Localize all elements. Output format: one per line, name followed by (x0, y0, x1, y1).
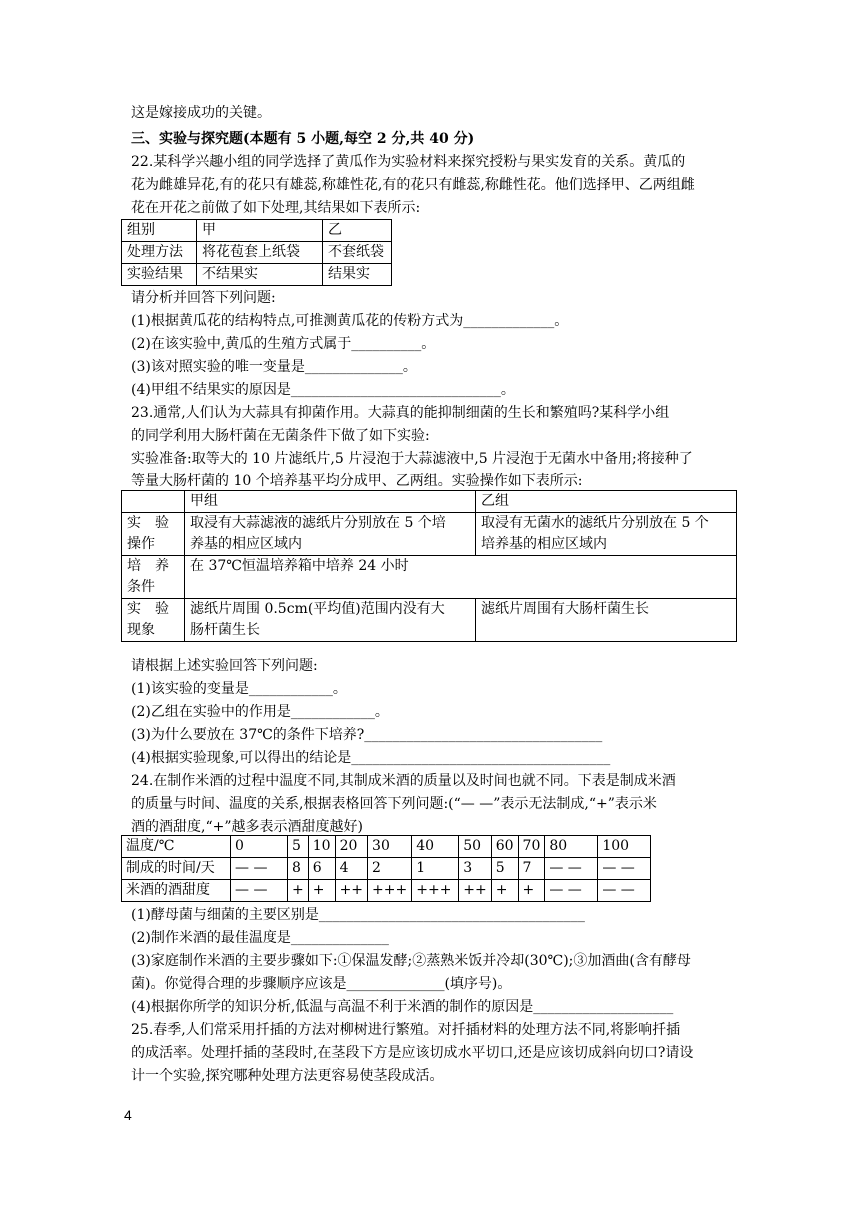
question-line: (4)甲组不结果实的原因是______________________________。 (131, 382, 515, 398)
table-cell (122, 491, 185, 513)
text-line: 实验准备:取等大的 10 片滤纸片,5 片浸泡于大蒜滤液中,5 片浸泡于无菌水中备用;将接种了 (131, 451, 693, 467)
question-line: (3)为什么要放在 37℃的条件下培养?__________________________________ (131, 727, 603, 743)
text-line: 花为雌雄异花,有的花只有雄蕊,称雄性花,有的花只有雌蕊,称雌性花。他们选择甲、乙两组雌 (131, 177, 695, 193)
table-cell: 5 (491, 858, 518, 880)
table-cell: 滤纸片周围有大肠杆菌生长 (476, 599, 737, 642)
table-24 (121, 835, 651, 902)
table-cell: 实验结果 (122, 264, 197, 286)
question-line: (1)酵母菌与细菌的主要区别是______________________________________ (131, 907, 585, 923)
table-cell: +++ (412, 880, 459, 902)
text-line: 23.通常,人们认为大蒜具有抑菌作用。大蒜真的能抑制细菌的生长和繁殖吗?某科学小组 (131, 405, 670, 421)
question-line: (1)该实验的变量是____________。 (131, 681, 347, 697)
table-cell: 4 (335, 858, 367, 880)
text-line: 的质量与时间、温度的关系,根据表格回答下列问题:(“— —”表示无法制成,“+”表示米 (131, 796, 657, 812)
question-line: (4)根据你所学的知识分析,低温与高温不利于米酒的制作的原因是____________________ (131, 999, 674, 1015)
table-cell: + (288, 880, 309, 902)
text-line: 22.某科学兴趣小组的同学选择了黄瓜作为实验材料来探究授粉与果实发育的关系。黄瓜的 (131, 154, 686, 170)
table-cell: 甲 (197, 220, 323, 242)
table-cell: 0 (231, 836, 288, 858)
text-line: 请根据上述实验回答下列问题: (131, 658, 318, 674)
table-23 (121, 490, 737, 642)
table-cell: 温度/℃ (122, 836, 231, 858)
table-cell: 20 (335, 836, 367, 858)
section-heading: 三、实验与探究题(本题有 5 小题,每空 2 分,共 40 分) (131, 131, 475, 147)
question-line: (2)在该实验中,黄瓜的生殖方式属于__________。 (131, 336, 436, 352)
table-cell: 乙 (323, 220, 392, 242)
table-cell: 40 (412, 836, 459, 858)
table-cell: 制成的时间/天 (122, 858, 231, 880)
table-cell: 不套纸袋 (323, 242, 392, 264)
table-cell: ++ (335, 880, 367, 902)
table-cell: 70 (518, 836, 545, 858)
page-number: 4 (124, 1107, 132, 1123)
table-cell: +++ (368, 880, 412, 902)
table-cell: 5 (288, 836, 309, 858)
table-cell: — — (598, 858, 651, 880)
table-cell: + (308, 880, 335, 902)
table-cell: 甲组 (185, 491, 476, 513)
table-cell: 50 (459, 836, 491, 858)
text-line: 的成活率。处理扦插的茎段时,在茎段下方是应该切成水平切口,还是应该切成斜向切口?请设 (131, 1045, 694, 1061)
table-cell: — — (231, 880, 288, 902)
table-cell: 2 (368, 858, 412, 880)
text-line: 花在开花之前做了如下处理,其结果如下表所示: (131, 200, 421, 216)
table-cell: — — (598, 880, 651, 902)
table-cell: 7 (518, 858, 545, 880)
table-cell: 取浸有大蒜滤液的滤纸片分别放在 5 个培 养基的相应区域内 (185, 513, 476, 556)
table-cell: 滤纸片周围 0.5cm(平均值)范围内没有大 肠杆菌生长 (185, 599, 476, 642)
table-cell: 实 验 现象 (122, 599, 185, 642)
table-cell: 3 (459, 858, 491, 880)
table-cell: 8 (288, 858, 309, 880)
table-cell: 培 养 条件 (122, 556, 185, 599)
text-line: 请分析并回答下列问题: (131, 290, 276, 306)
table-cell: + (518, 880, 545, 902)
table-cell: — — (545, 858, 598, 880)
table-cell: 80 (545, 836, 598, 858)
table-cell: 100 (598, 836, 651, 858)
text-line: 计一个实验,探究哪种处理方法更容易使茎段成活。 (131, 1068, 444, 1084)
table-cell: 1 (412, 858, 459, 880)
question-line: (3)家庭制作米酒的主要步骤如下:①保温发酵;②蒸熟米饭并冷却(30℃);③加酒曲(含有酵母 (131, 953, 691, 969)
table-cell: 取浸有无菌水的滤纸片分别放在 5 个 培养基的相应区域内 (476, 513, 737, 556)
table-cell: — — (231, 858, 288, 880)
table-cell: 在 37℃恒温培养箱中培养 24 小时 (185, 556, 737, 599)
table-cell: + (491, 880, 518, 902)
table-cell: 不结果实 (197, 264, 323, 286)
table-cell: 乙组 (476, 491, 737, 513)
table-cell: 30 (368, 836, 412, 858)
text-line: 的同学利用大肠杆菌在无菌条件下做了如下实验: (131, 428, 430, 444)
text-line: 24.在制作米酒的过程中温度不同,其制成米酒的质量以及时间也就不同。下表是制成米酒 (131, 773, 676, 789)
text-line: 这是嫁接成功的关键。 (131, 105, 271, 121)
table-22 (121, 219, 392, 286)
table-cell: 60 (491, 836, 518, 858)
text-line: 等量大肠杆菌的 10 个培养基平均分成甲、乙两组。实验操作如下表所示: (131, 473, 583, 489)
table-cell: 6 (308, 858, 335, 880)
table-cell: 处理方法 (122, 242, 197, 264)
table-cell: 米酒的酒甜度 (122, 880, 231, 902)
table-cell: 结果实 (323, 264, 392, 286)
table-cell: ++ (459, 880, 491, 902)
table-cell: 将花苞套上纸袋 (197, 242, 323, 264)
question-line: (2)制作米酒的最佳温度是______________ (131, 930, 389, 946)
question-line: (2)乙组在实验中的作用是____________。 (131, 704, 389, 720)
question-line: 菌)。你觉得合理的步骤顺序应该是______________(填序号)。 (131, 976, 512, 992)
table-cell: 实 验 操作 (122, 513, 185, 556)
question-line: (4)根据实验现象,可以得出的结论是_____________________________________ (131, 750, 611, 766)
question-line: (3)该对照实验的唯一变量是______________。 (131, 359, 417, 375)
text-line: 酒的酒甜度,“+”越多表示酒甜度越好) (131, 819, 363, 835)
table-cell: 组别 (122, 220, 197, 242)
table-cell: — — (545, 880, 598, 902)
text-line: 25.春季,人们常采用扦插的方法对柳树进行繁殖。对扦插材料的处理方法不同,将影响扦插 (131, 1022, 681, 1038)
table-cell: 10 (308, 836, 335, 858)
question-line: (1)根据黄瓜花的结构特点,可推测黄瓜花的传粉方式为_____________。 (131, 313, 569, 329)
